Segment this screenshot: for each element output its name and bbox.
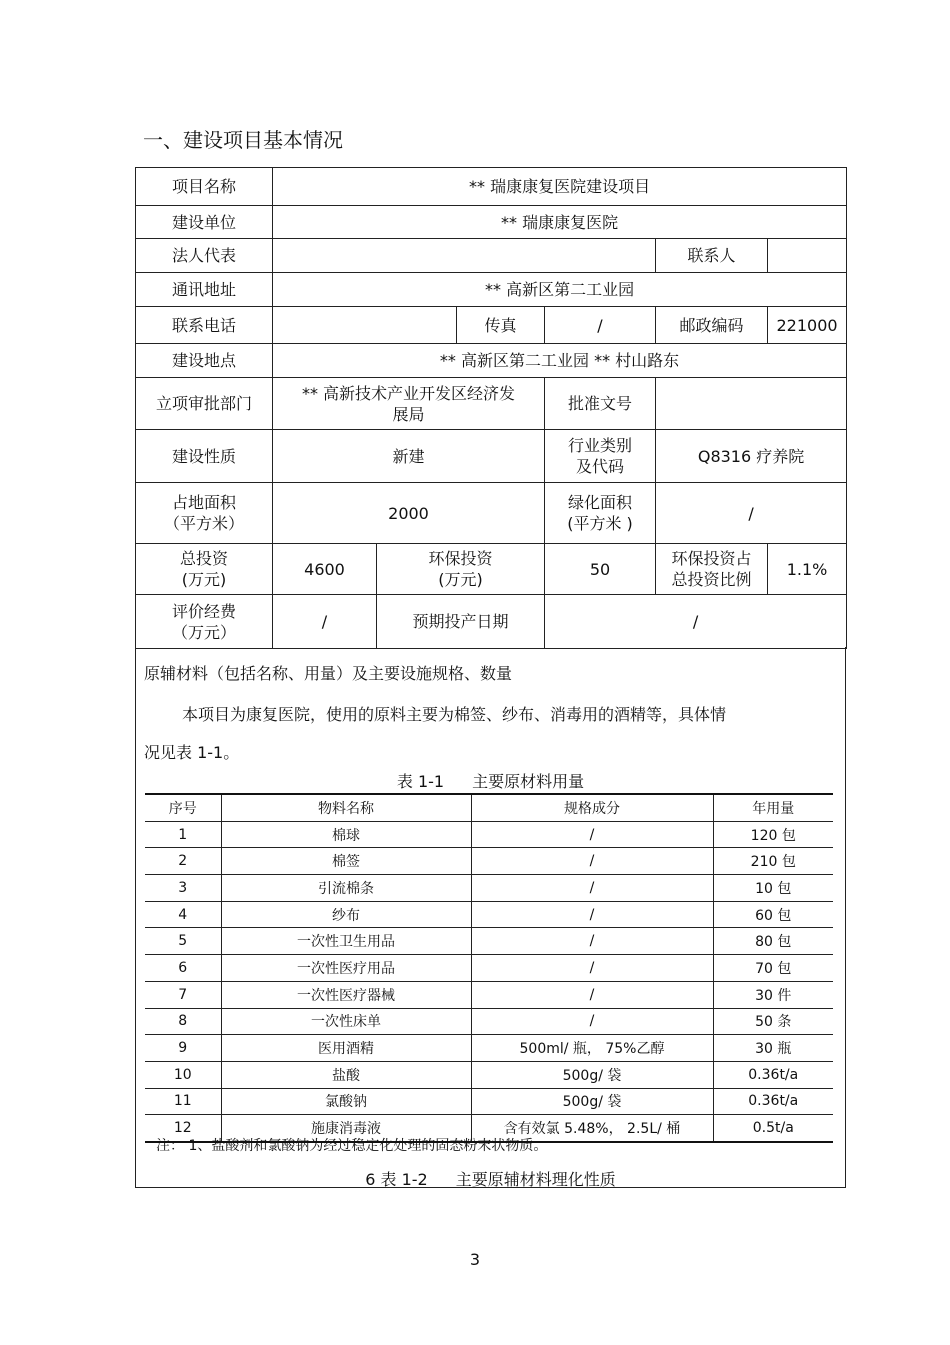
ratio-label-line1: 环保投资占 bbox=[671, 549, 752, 568]
cell-spec: / bbox=[471, 821, 713, 848]
cell-name: 一次性医疗器械 bbox=[221, 981, 471, 1008]
cell-spec: / bbox=[471, 955, 713, 982]
table-row bbox=[145, 955, 833, 982]
row-legal bbox=[136, 239, 847, 273]
cell-name: 一次性医疗用品 bbox=[221, 955, 471, 982]
cell-index: 6 bbox=[145, 955, 221, 982]
materials-table bbox=[145, 793, 833, 1143]
cell-spec: / bbox=[471, 981, 713, 1008]
cell-amount: 60 包 bbox=[713, 901, 833, 928]
postcode-value: 221000 bbox=[768, 307, 847, 344]
cell-spec: / bbox=[471, 901, 713, 928]
green-label-line1: 绿化面积 bbox=[567, 493, 632, 512]
cell-name: 一次性床单 bbox=[221, 1008, 471, 1035]
cell-amount: 30 瓶 bbox=[713, 1035, 833, 1062]
invest-label bbox=[136, 544, 273, 595]
env-invest-label bbox=[377, 544, 545, 595]
cell-name: 棉球 bbox=[221, 821, 471, 848]
header-name: 物料名称 bbox=[221, 794, 471, 821]
page-number: 3 bbox=[469, 1250, 481, 1269]
legal-label: 法人代表 bbox=[136, 239, 273, 273]
row-approval bbox=[136, 378, 847, 430]
cell-name: 引流棉条 bbox=[221, 875, 471, 902]
cell-spec: 含有效氯 5.48%， 2.5L/ 桶 bbox=[471, 1115, 713, 1142]
table-row bbox=[145, 1061, 833, 1088]
row-unit bbox=[136, 206, 847, 239]
cell-spec: / bbox=[471, 928, 713, 955]
table-row bbox=[145, 928, 833, 955]
cell-amount: 120 包 bbox=[713, 821, 833, 848]
header-spec: 规格成分 bbox=[471, 794, 713, 821]
unit-value: ** 瑞康康复医院 bbox=[273, 206, 847, 239]
materials-header-row bbox=[145, 794, 833, 821]
cell-name: 氯酸钠 bbox=[221, 1088, 471, 1115]
date-value: / bbox=[545, 595, 847, 649]
approval-dept-line1: ** 高新技术产业开发区经济发 bbox=[301, 383, 516, 403]
date-label: 预期投产日期 bbox=[377, 595, 545, 649]
cell-amount: 210 包 bbox=[713, 848, 833, 875]
ratio-label bbox=[656, 544, 768, 595]
row-address bbox=[136, 273, 847, 307]
table-note: 注： 1、盐酸剂和氯酸钠为经过稳定化处理的固态粉末状物质。 bbox=[156, 1138, 548, 1154]
table-row bbox=[145, 1035, 833, 1062]
cell-index: 3 bbox=[145, 875, 221, 902]
table2-caption bbox=[136, 1167, 845, 1190]
nature-label: 建设性质 bbox=[136, 430, 273, 483]
unit-label: 建设单位 bbox=[136, 206, 273, 239]
approval-no-value bbox=[656, 378, 847, 430]
table1-title: 主要原材料用量 bbox=[472, 772, 585, 791]
project-name-label: 项目名称 bbox=[136, 168, 273, 206]
area-label bbox=[136, 483, 273, 544]
invest-label-line2: (万元) bbox=[181, 570, 227, 589]
invest-value: 4600 bbox=[273, 544, 377, 595]
site-label: 建设地点 bbox=[136, 344, 273, 378]
fee-value: / bbox=[273, 595, 377, 649]
table2-number: 6 表 1-2 bbox=[365, 1170, 428, 1189]
table-row bbox=[145, 875, 833, 902]
cell-spec: 500ml/ 瓶， 75%乙醇 bbox=[471, 1035, 713, 1062]
ratio-label-line2: 总投资比例 bbox=[671, 570, 752, 589]
invest-label-line1: 总投资 bbox=[179, 549, 228, 568]
phone-label: 联系电话 bbox=[136, 307, 273, 344]
materials-paragraph-line1: 本项目为康复医院，使用的原料主要为棉签、纱布、消毒用的酒精等，具体情 bbox=[182, 705, 727, 724]
green-label-line2: (平方米 ) bbox=[567, 514, 633, 533]
approval-dept-label: 立项审批部门 bbox=[136, 378, 273, 430]
address-value: ** 高新区第二工业园 bbox=[273, 273, 847, 307]
contact-label: 联系人 bbox=[656, 239, 768, 273]
table1-number: 表 1-1 bbox=[396, 772, 445, 791]
header-amount: 年用量 bbox=[713, 794, 833, 821]
site-value: ** 高新区第二工业园 ** 村山路东 bbox=[273, 344, 847, 378]
cell-spec: 500g/ 袋 bbox=[471, 1088, 713, 1115]
cell-index: 8 bbox=[145, 1008, 221, 1035]
cell-amount: 10 包 bbox=[713, 875, 833, 902]
cell-index: 9 bbox=[145, 1035, 221, 1062]
project-name-value: ** 瑞康康复医院建设项目 bbox=[273, 168, 847, 206]
approval-no-label: 批准文号 bbox=[545, 378, 656, 430]
cell-name: 纱布 bbox=[221, 901, 471, 928]
materials-section bbox=[135, 647, 846, 1188]
cell-amount: 70 包 bbox=[713, 955, 833, 982]
table-row bbox=[145, 848, 833, 875]
env-invest-label-line2: (万元) bbox=[438, 570, 483, 589]
cell-index: 7 bbox=[145, 981, 221, 1008]
cell-spec: / bbox=[471, 848, 713, 875]
cell-amount: 0.5t/a bbox=[713, 1115, 833, 1142]
row-invest bbox=[136, 544, 847, 595]
cell-amount: 50 条 bbox=[713, 1008, 833, 1035]
phone-value bbox=[273, 307, 457, 344]
header-index: 序号 bbox=[145, 794, 221, 821]
fax-label: 传真 bbox=[457, 307, 545, 344]
area-label-line2: （平方米） bbox=[163, 514, 244, 533]
cell-name: 医用酒精 bbox=[221, 1035, 471, 1062]
legal-value bbox=[273, 239, 656, 273]
cell-index: 12 bbox=[145, 1115, 221, 1142]
green-value: / bbox=[656, 483, 847, 544]
env-invest-value: 50 bbox=[545, 544, 656, 595]
cell-spec: / bbox=[471, 875, 713, 902]
green-label bbox=[545, 483, 656, 544]
cell-amount: 80 包 bbox=[713, 928, 833, 955]
table-row bbox=[145, 1008, 833, 1035]
cell-index: 11 bbox=[145, 1088, 221, 1115]
row-phone bbox=[136, 307, 847, 344]
table-row bbox=[145, 1088, 833, 1115]
cell-amount: 30 件 bbox=[713, 981, 833, 1008]
row-area bbox=[136, 483, 847, 544]
fax-value: / bbox=[545, 307, 656, 344]
fee-label-line2: （万元） bbox=[171, 622, 236, 642]
cell-index: 1 bbox=[145, 821, 221, 848]
cell-spec: / bbox=[471, 1008, 713, 1035]
cell-index: 5 bbox=[145, 928, 221, 955]
project-info-table bbox=[135, 167, 847, 649]
cell-index: 2 bbox=[145, 848, 221, 875]
materials-paragraph-line2: 况见表 1-1。 bbox=[144, 743, 240, 762]
cell-name: 一次性卫生用品 bbox=[221, 928, 471, 955]
approval-dept-value bbox=[273, 378, 545, 430]
industry-label bbox=[545, 430, 656, 483]
cell-index: 10 bbox=[145, 1061, 221, 1088]
cell-name: 盐酸 bbox=[221, 1061, 471, 1088]
table-row bbox=[145, 981, 833, 1008]
table1-caption bbox=[136, 769, 845, 792]
industry-value: Q8316 疗养院 bbox=[656, 430, 847, 483]
cell-index: 4 bbox=[145, 901, 221, 928]
row-nature bbox=[136, 430, 847, 483]
row-project-name bbox=[136, 168, 847, 206]
row-site bbox=[136, 344, 847, 378]
section-heading: 一、建设项目基本情况 bbox=[143, 128, 343, 152]
table-row bbox=[145, 821, 833, 848]
nature-value: 新建 bbox=[273, 430, 545, 483]
cell-name: 棉签 bbox=[221, 848, 471, 875]
row-fee bbox=[136, 595, 847, 649]
approval-dept-line2: 展局 bbox=[392, 404, 425, 424]
area-value: 2000 bbox=[273, 483, 545, 544]
address-label: 通讯地址 bbox=[136, 273, 273, 307]
table2-title: 主要原辅材料理化性质 bbox=[455, 1170, 616, 1189]
area-label-line1: 占地面积 bbox=[171, 493, 236, 512]
cell-name: 施康消毒液 bbox=[221, 1115, 471, 1142]
fee-label bbox=[136, 595, 273, 649]
table-row bbox=[145, 901, 833, 928]
fee-label-line1: 评价经费 bbox=[171, 601, 236, 621]
materials-heading: 原辅材料（包括名称、用量）及主要设施规格、数量 bbox=[144, 664, 513, 683]
cell-spec: 500g/ 袋 bbox=[471, 1061, 713, 1088]
postcode-label: 邮政编码 bbox=[656, 307, 768, 344]
contact-value bbox=[768, 239, 847, 273]
industry-label-line2: 及代码 bbox=[575, 457, 624, 476]
industry-label-line1: 行业类别 bbox=[567, 436, 632, 455]
cell-amount: 0.36t/a bbox=[713, 1088, 833, 1115]
ratio-value: 1.1% bbox=[768, 544, 847, 595]
cell-amount: 0.36t/a bbox=[713, 1061, 833, 1088]
env-invest-label-line1: 环保投资 bbox=[428, 549, 493, 568]
